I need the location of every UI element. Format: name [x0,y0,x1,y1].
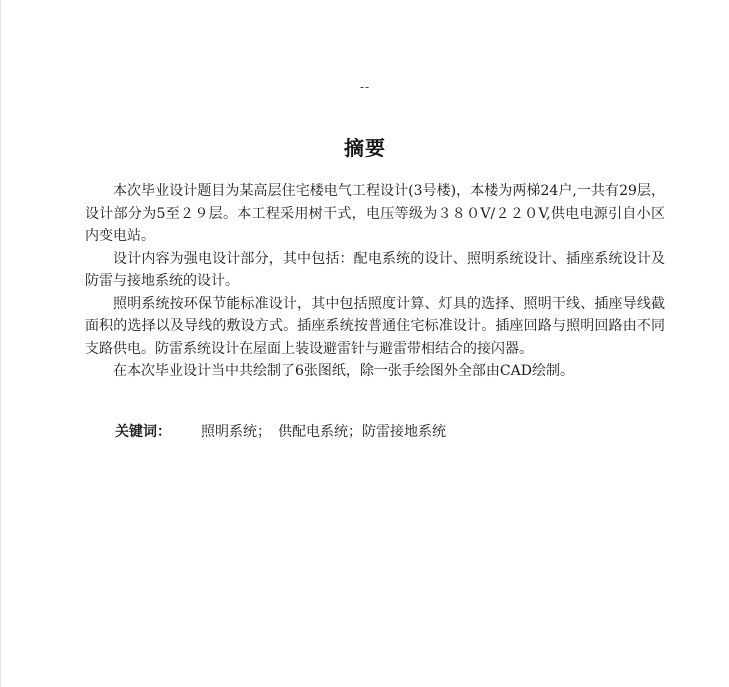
header-mark: -- [359,80,371,94]
paragraph-topic: 本次毕业设计题目为某高层住宅楼电气工程设计(3号楼)，本楼为两梯24户,一共有29层，设计部分为5至２９层。本工程采用树干式，电压等级为３８０V/２２０V,供电电源引自小区内变电站。 [85,183,665,244]
keywords-line [115,421,446,443]
keywords-label: 关键词： [115,424,171,440]
abstract-title: 摘要 [344,136,386,160]
paragraph-design-content: 设计内容为强电设计部分，其中包括：配电系统的设计、照明系统设计、插座系统设计及防雷与接地系统的设计。 [85,250,665,289]
paragraph-lighting-system: 照明系统按环保节能标准设计，其中包括照度计算、灯具的选择、照明干线、插座导线截面积的选择以及导线的敷设方式。插座系统按普通住宅标准设计。插座回路与照明回路由不同支路供电。防雷系统设计在屋面上装设避雷针与避雷带相结合的接闪器。 [85,295,665,357]
keywords-value: 照明系统； 供配电系统；防雷接地系统 [201,424,446,440]
paragraph-drawings: 在本次毕业设计当中共绘制了6张图纸，除一张手绘图外全部由CAD绘制。 [113,363,574,379]
abstract-body [85,180,665,383]
